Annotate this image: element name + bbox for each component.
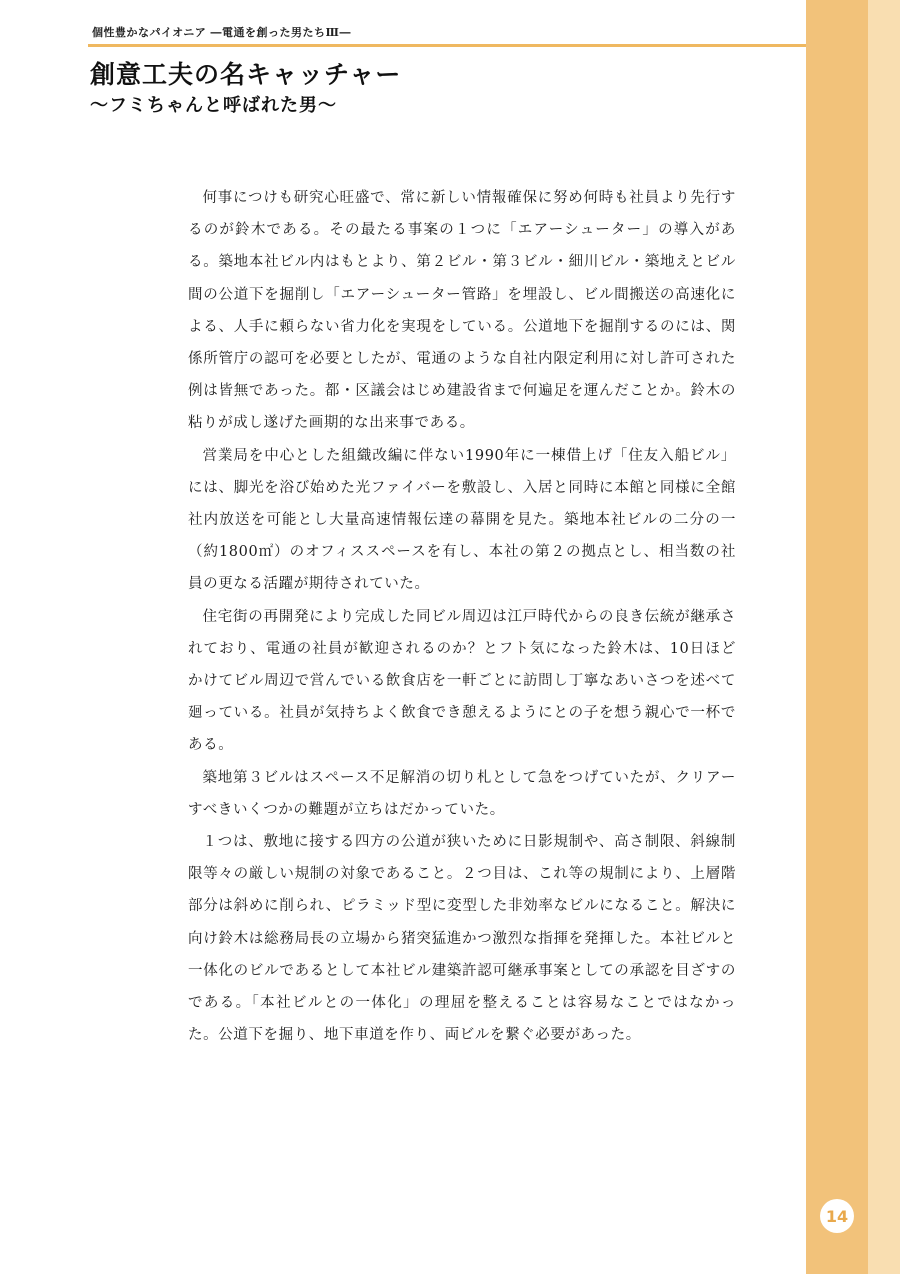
running-header: 個性豊かなパイオニア ―電通を創った男たちⅢ― <box>92 26 351 39</box>
paragraph: 営業局を中心とした組織改編に伴ない1990年に一棟借上げ「住友入船ビル」には、脚光を浴び始めた光ファイバーを敷設し、入居と同時に本館と同様に全館社内放送を可能とし大量高速情報伝達の幕開を見た。築地本社ビルの二分の一（約1800㎡）のオフィススペースを有し、本社の第２の拠点とし、相当数の社員の更なる活躍が期待されていた。 <box>188 447 736 593</box>
article-title: 創意工夫の名キャッチャー <box>90 60 402 89</box>
paragraph: 何事につけも研究心旺盛で、常に新しい情報確保に努め何時も社員より先行するのが鈴木である。その最たる事案の１つに「エアーシューター」の導入がある。築地本社ビル内はもとより、第２ビル・第３ビル・細川ビル・築地えとビル間の公道下を掘削し「エアーシューター管路」を埋設し、ビル間搬送の高速化による、人手に頼らない省力化を実現をしている。公道地下を掘削するのには、関係所管庁の認可を必要としたが、電通のような自社内限定利用に対し許可された例は皆無であった。都・区議会はじめ建設省まで何遍足を運んだことか。鈴木の粘りが成し遂げた画期的な出来事である。 <box>188 190 736 432</box>
article-body <box>188 182 736 1051</box>
paragraph: １つは、敷地に接する四方の公道が狭いために日影規制や、高さ制限、斜線制限等々の厳しい規制の対象であること。２つ目は、これ等の規制により、上層階部分は斜めに削られ、ピラミッド型に変型した非効率なビルになること。解決に向け鈴木は総務局長の立場から猪突猛進かつ激烈な指揮を発揮した。本社ビルと一体化のビルであるとして本社ビル建築許認可継承事案としての承認を目ざすのである。「本社ビルとの一体化」の理屈を整えることは容易なことではなかった。公道下を掘り、地下車道を作り、両ビルを繋ぐ必要があった。 <box>188 834 736 1044</box>
header-rule <box>88 44 806 47</box>
article-subtitle: 〜フミちゃんと呼ばれた男〜 <box>90 95 337 116</box>
paragraph: 築地第３ビルはスペース不足解消の切り札として急をつげていたが、クリアーすべきいくつかの難題が立ちはだかっていた。 <box>188 769 736 818</box>
paragraph: 住宅街の再開発により完成した同ビル周辺は江戸時代からの良き伝統が継承されており、電通の社員が歓迎されるのか？とフト気になった鈴木は、10日ほどかけてビル周辺で営んでいる飲食店を一軒ごとに訪問し丁寧なあいさつを述べて廻っている。社員が気持ちよく飲食でき憩えるようにとの子を想う親心で一杯である。 <box>188 608 736 754</box>
side-band-edge <box>868 0 900 1274</box>
side-band <box>806 0 868 1274</box>
page-number: 14 <box>820 1199 854 1233</box>
